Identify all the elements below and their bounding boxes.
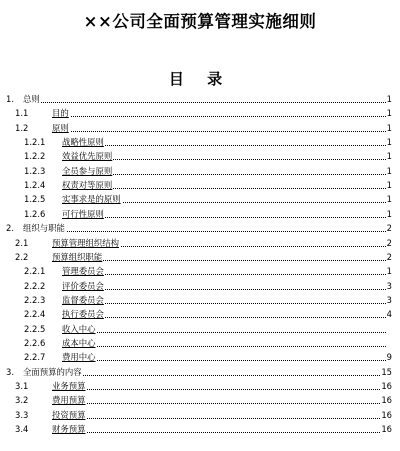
toc-entry-number: 2.2.1 [24, 266, 46, 277]
toc-dot-leader [62, 217, 386, 218]
toc-entry[interactable] [0, 165, 392, 178]
toc-heading: 目 录 [168, 70, 232, 88]
toc-dot-leader [62, 346, 386, 347]
toc-entry[interactable] [0, 337, 392, 350]
toc-entry[interactable] [0, 280, 392, 293]
toc-entry-label[interactable]: 实事求是的原则 [62, 194, 121, 205]
toc-entry-page: 1 [386, 151, 392, 162]
toc-entry[interactable] [0, 294, 392, 307]
toc-entry-label[interactable]: 评价委员会 [62, 280, 104, 291]
toc-entry-page: 1 [386, 165, 392, 176]
toc-entry[interactable] [0, 93, 392, 106]
toc-entry-number: 2.2.7 [24, 352, 46, 363]
toc-entry[interactable] [0, 265, 392, 278]
toc-entry[interactable] [0, 122, 392, 135]
toc-entry-page: 1 [386, 122, 392, 133]
toc-dot-leader [62, 289, 386, 290]
toc-dot-leader [52, 403, 386, 404]
toc-entry-label[interactable]: 目的 [52, 108, 69, 119]
toc-dot-leader [62, 317, 386, 318]
toc-entry-page: 1 [386, 194, 392, 205]
toc-entry-label[interactable]: 组织与职能 [23, 223, 65, 234]
toc-entry[interactable] [0, 366, 392, 379]
toc-entry-label[interactable]: 成本中心 [62, 337, 96, 348]
toc-entry[interactable] [0, 380, 392, 393]
toc-entry-number: 3. [6, 366, 14, 377]
toc-entry-number: 2.2.4 [24, 309, 46, 320]
toc-dot-leader [52, 418, 386, 419]
toc-dot-leader [52, 131, 386, 132]
toc-entry-label[interactable]: 战略性原则 [62, 137, 104, 148]
toc-entry-number: 1.1 [15, 108, 29, 119]
toc-entry-number: 1.2.5 [24, 194, 46, 205]
toc-entry-number: 3.2 [15, 395, 29, 406]
toc-entry-number: 3.3 [15, 409, 29, 420]
toc-entry-label[interactable]: 全员参与原则 [62, 165, 113, 176]
toc-entry-number: 2. [6, 223, 14, 234]
toc-entry-label[interactable]: 收入中心 [62, 323, 96, 334]
toc-dot-leader [62, 274, 386, 275]
toc-entry-page: 1 [386, 108, 392, 119]
toc-entry-page: 1 [386, 266, 392, 277]
toc-entry-label[interactable]: 业务预算 [52, 381, 86, 391]
toc-entry[interactable] [0, 237, 392, 250]
toc-entry-page: 16 [381, 395, 392, 406]
toc-dot-leader [52, 432, 386, 433]
toc-entry[interactable] [0, 179, 392, 192]
toc-dot-leader [52, 389, 386, 390]
toc-dot-leader [23, 231, 386, 232]
toc-entry-label[interactable]: 效益优先原则 [62, 151, 113, 162]
toc-dot-leader [52, 116, 386, 117]
toc-entry-label[interactable]: 预算管理组织结构 [52, 237, 119, 248]
toc-entry-number: 2.2.6 [24, 337, 46, 348]
toc-entry-label[interactable]: 费用中心 [62, 352, 96, 363]
toc-entry-number: 1.2.3 [24, 165, 46, 176]
toc-entry-label[interactable]: 财务预算 [52, 424, 86, 435]
toc-entry-number: 2.2.5 [24, 323, 46, 334]
toc-entry[interactable] [0, 423, 392, 436]
document-title: ××公司全面预算管理实施细则 [83, 12, 317, 31]
toc-entry-page: 1 [386, 94, 392, 104]
toc-entry-number: 2.2.2 [24, 280, 46, 291]
toc-dot-leader [62, 303, 386, 304]
toc-entry-number: 1. [6, 94, 14, 104]
toc-entry-page: 16 [381, 381, 392, 391]
toc-entry[interactable] [0, 323, 392, 336]
toc-entry-page: 4 [386, 309, 392, 320]
toc-entry-page: 1 [386, 137, 392, 148]
toc-entry[interactable] [0, 136, 392, 149]
toc-entry-number: 2.2.3 [24, 294, 46, 305]
toc-entry[interactable] [0, 193, 392, 206]
toc-entry[interactable] [0, 208, 392, 221]
toc-dot-leader [23, 102, 386, 103]
toc-entry-label[interactable]: 全面预算的内容 [23, 366, 82, 377]
toc-entry-number: 2.1 [15, 237, 29, 248]
toc-entry-label[interactable]: 原则 [52, 122, 69, 133]
toc-dot-leader [62, 332, 386, 333]
toc-entry-number: 3.1 [15, 381, 29, 391]
toc-entry-label[interactable]: 可行性原则 [62, 208, 104, 219]
toc-entry-number: 1.2.6 [24, 208, 46, 219]
toc-entry-page: 3 [386, 294, 392, 305]
toc-entry-page: 1 [386, 208, 392, 219]
toc-entry-number: 2.2 [15, 251, 29, 262]
toc-entry[interactable] [0, 351, 392, 364]
toc-entry-page: 9 [386, 352, 392, 363]
toc-entry-number: 1.2 [15, 122, 29, 133]
toc-entry[interactable] [0, 150, 392, 163]
toc-entry-number: 1.2.4 [24, 180, 46, 191]
toc-entry-label[interactable]: 执行委员会 [62, 309, 104, 320]
toc-entry-page: 16 [381, 424, 392, 435]
toc-entry-page: 16 [381, 409, 392, 420]
toc-entry-number: 3.4 [15, 424, 29, 435]
toc-entry[interactable] [0, 394, 392, 407]
toc-entry-label[interactable]: 预算组织职能 [52, 251, 103, 262]
toc-entry-label[interactable]: 总则 [23, 94, 40, 104]
toc-entry[interactable] [0, 409, 392, 422]
toc-entry-label[interactable]: 投资预算 [52, 409, 86, 420]
toc-entry-page: 1 [386, 180, 392, 191]
toc-entry[interactable] [0, 107, 392, 120]
toc-entry-page: 15 [381, 366, 392, 377]
toc-dot-leader [62, 360, 386, 361]
toc-entry-label[interactable]: 权责对等原则 [62, 180, 113, 191]
toc-dot-leader [62, 145, 386, 146]
toc-entry-number: 1.2.2 [24, 151, 46, 162]
toc-entry-label[interactable]: 管理委员会 [62, 266, 104, 277]
toc-entry-page: 3 [386, 280, 392, 291]
toc-entry[interactable] [0, 222, 392, 235]
toc-entry-number: 1.2.1 [24, 137, 46, 148]
toc-entry-label[interactable]: 监督委员会 [62, 294, 104, 305]
toc-entry-label[interactable]: 费用预算 [52, 395, 86, 406]
toc-entry-page: 2 [386, 237, 392, 248]
toc-entry[interactable] [0, 251, 392, 264]
toc-entry-page: 2 [386, 251, 392, 262]
toc-entry-page: 2 [386, 223, 392, 234]
toc-entry[interactable] [0, 308, 392, 321]
